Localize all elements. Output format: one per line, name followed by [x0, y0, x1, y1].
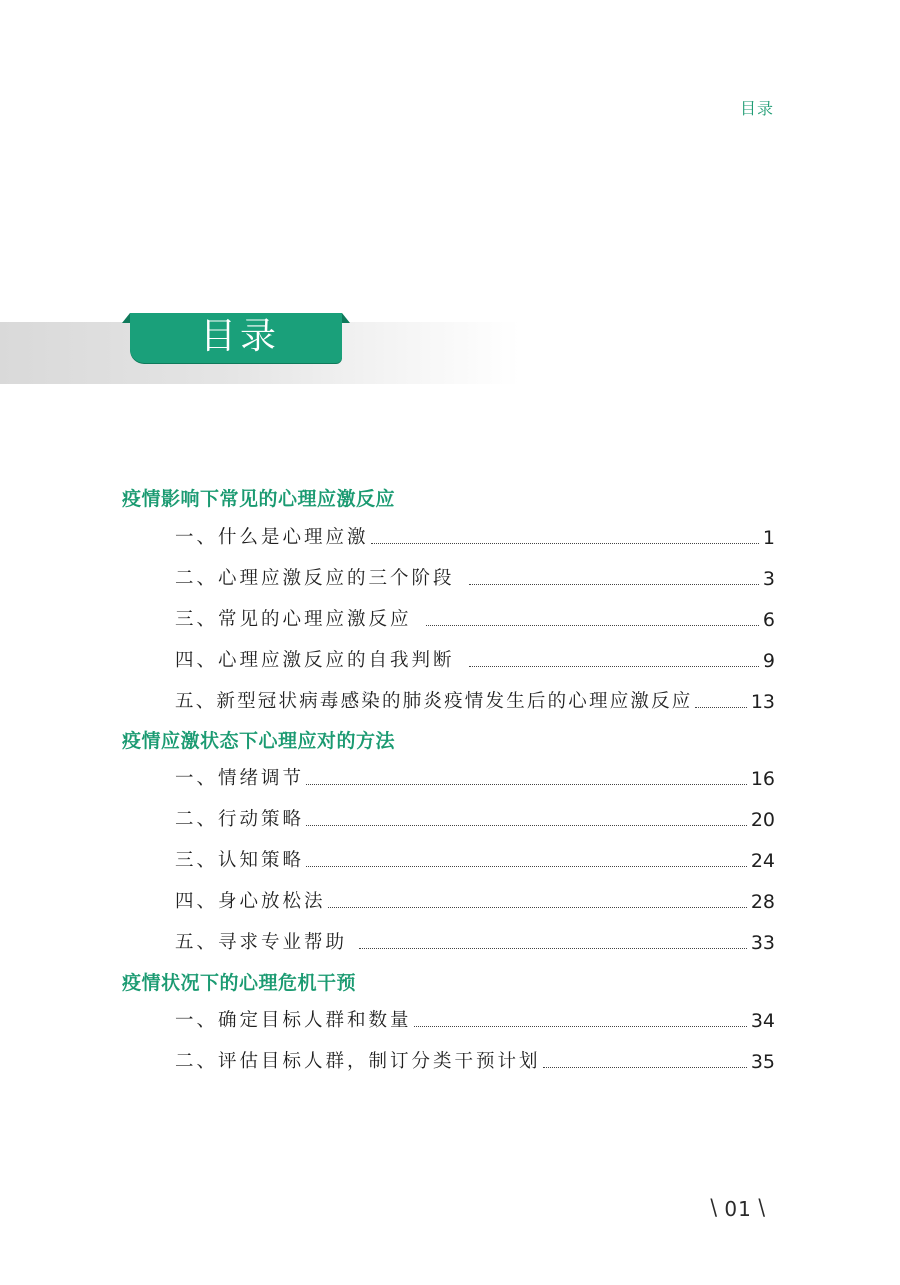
- dot-leader: [359, 948, 747, 949]
- toc-entry[interactable]: [175, 887, 775, 915]
- dot-leader: [469, 666, 759, 667]
- running-header: 目录: [740, 99, 775, 118]
- toc-entry[interactable]: [175, 687, 775, 715]
- toc-entry[interactable]: [175, 646, 775, 674]
- toc-entry-page: 28: [750, 891, 775, 913]
- toc-entry-page: 6: [762, 609, 775, 631]
- toc-entry-page: 20: [750, 809, 775, 831]
- dot-leader: [306, 825, 747, 826]
- toc-entry-label: 二、行动策略: [175, 809, 305, 830]
- page-title: 目录: [200, 316, 281, 357]
- toc-entry[interactable]: [175, 1006, 775, 1034]
- dot-leader: [695, 707, 747, 708]
- section-heading[interactable]: 疫情状况下的心理危机干预: [122, 972, 357, 994]
- toc-entry[interactable]: [175, 764, 775, 792]
- toc-entry-label: 四、心理应激反应的自我判断: [175, 650, 455, 671]
- dot-leader: [306, 866, 747, 867]
- dot-leader: [426, 625, 759, 626]
- toc-entry-label: 五、寻求专业帮助: [175, 932, 348, 953]
- toc-entry-label: 一、确定目标人群和数量: [175, 1010, 412, 1031]
- toc-entry-label: 一、情绪调节: [175, 768, 305, 789]
- dot-leader: [469, 584, 759, 585]
- toc-entry-page: 1: [762, 527, 775, 549]
- toc-entry-page: 34: [750, 1010, 775, 1032]
- toc-entry-label: 四、身心放松法: [175, 891, 326, 912]
- toc-entry[interactable]: [175, 523, 775, 551]
- toc-entry[interactable]: [175, 846, 775, 874]
- toc-entry-label: 二、心理应激反应的三个阶段: [175, 568, 455, 589]
- toc-entry-label: 三、常见的心理应激反应: [175, 609, 412, 630]
- toc-entry[interactable]: [175, 1047, 775, 1075]
- toc-entry[interactable]: [175, 805, 775, 833]
- section-heading[interactable]: 疫情应激状态下心理应对的方法: [122, 730, 396, 752]
- right-slash-mark: \: [758, 1196, 766, 1221]
- dot-leader: [414, 1026, 747, 1027]
- toc-entry-label: 一、什么是心理应激: [175, 527, 369, 548]
- page-number: [710, 1196, 766, 1221]
- dot-leader: [371, 543, 759, 544]
- toc-entry-label: 三、认知策略: [175, 850, 305, 871]
- dot-leader: [328, 907, 747, 908]
- toc-entry-page: 16: [750, 768, 775, 790]
- dot-leader: [306, 784, 747, 785]
- toc-entry-page: 24: [750, 850, 775, 872]
- toc-entry[interactable]: [175, 928, 775, 956]
- section-heading[interactable]: 疫情影响下常见的心理应激反应: [122, 488, 396, 510]
- toc-entry-label: 五、新型冠状病毒感染的肺炎疫情发生后的心理应激反应: [175, 691, 693, 712]
- toc-entry-page: 9: [762, 650, 775, 672]
- toc-entry-page: 35: [750, 1051, 775, 1073]
- dot-leader: [543, 1067, 747, 1068]
- toc-entry[interactable]: [175, 564, 775, 592]
- page-number-value: 01: [724, 1196, 752, 1221]
- toc-entry-page: 33: [750, 932, 775, 954]
- toc-entry-page: 13: [750, 691, 775, 713]
- toc-entry-label: 二、评估目标人群，制订分类干预计划: [175, 1051, 541, 1072]
- toc-entry[interactable]: [175, 605, 775, 633]
- toc-entry-page: 3: [762, 568, 775, 590]
- left-slash-mark: \: [710, 1196, 719, 1221]
